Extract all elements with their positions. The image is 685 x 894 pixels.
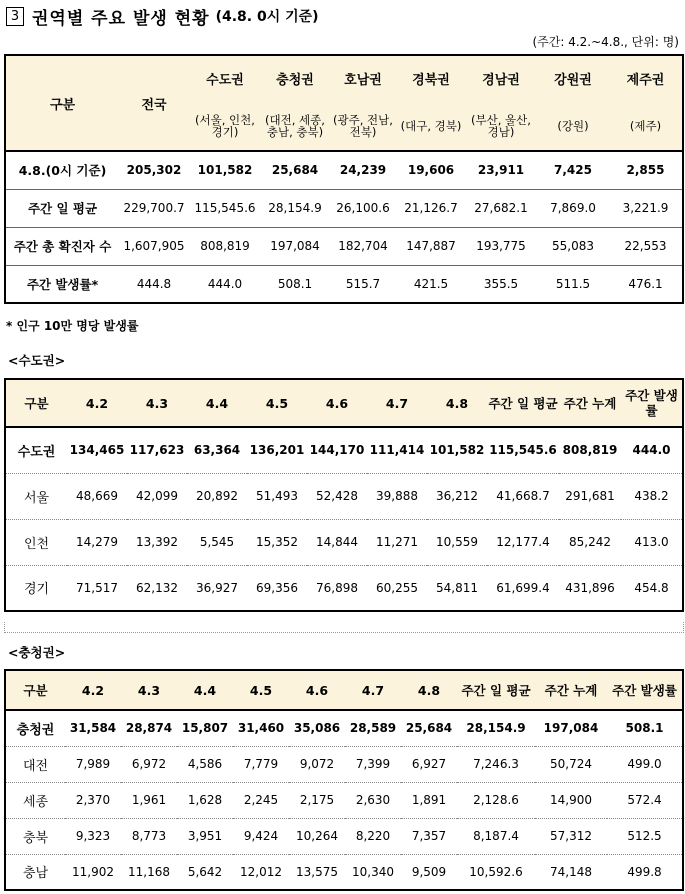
table-cell: 14,844 xyxy=(307,519,367,565)
table-cell: 147,887 xyxy=(397,227,465,265)
table-continuation-border xyxy=(4,622,684,633)
header-cell: 4.7 xyxy=(345,670,401,710)
table-cell: 115,545.6 xyxy=(189,189,261,227)
table-cell: 27,682.1 xyxy=(465,189,537,227)
table-cell: 508.1 xyxy=(261,265,329,303)
header-cell: 4.2 xyxy=(65,670,121,710)
header-cell: 4.8 xyxy=(427,379,487,427)
page-title xyxy=(6,4,319,28)
table-cell: 193,775 xyxy=(465,227,537,265)
table-cell: 6,972 xyxy=(121,746,177,782)
table-cell: 808,819 xyxy=(189,227,261,265)
table-cell: 197,084 xyxy=(261,227,329,265)
table-row xyxy=(5,746,683,782)
capital-area-table xyxy=(4,378,684,612)
table-cell: 2,370 xyxy=(65,782,121,818)
table-cell: 35,086 xyxy=(289,710,345,746)
table-cell: 14,279 xyxy=(67,519,127,565)
table-cell: 41,668.7 xyxy=(487,473,559,519)
table-cell: 808,819 xyxy=(559,427,621,473)
header-cell: 주간 일 평균 xyxy=(457,670,535,710)
table-cell: 499.8 xyxy=(607,854,683,890)
header-region-sub: (제주) xyxy=(629,118,662,133)
row-label: 주간 총 확진자 수 xyxy=(5,227,119,265)
row-label: 충청권 xyxy=(5,710,65,746)
section-heading-chungcheong: <충청권> xyxy=(8,645,66,660)
chungcheong-area-table xyxy=(4,669,684,891)
row-label: 경기 xyxy=(5,565,67,611)
table-cell: 61,699.4 xyxy=(487,565,559,611)
table-cell: 31,584 xyxy=(65,710,121,746)
table-cell: 229,700.7 xyxy=(119,189,189,227)
table-cell: 2,175 xyxy=(289,782,345,818)
header-region: 강원권 xyxy=(554,73,592,88)
table-cell: 12,012 xyxy=(233,854,289,890)
table-cell: 9,424 xyxy=(233,818,289,854)
table-row xyxy=(5,265,683,303)
table-cell: 1,628 xyxy=(177,782,233,818)
table-cell: 3,221.9 xyxy=(609,189,683,227)
row-label: 인천 xyxy=(5,519,67,565)
row-label: 주간 일 평균 xyxy=(5,189,119,227)
table-cell: 431,896 xyxy=(559,565,621,611)
table-cell: 63,364 xyxy=(187,427,247,473)
table-cell: 2,630 xyxy=(345,782,401,818)
header-cell: 4.5 xyxy=(247,379,307,427)
header-cell: 4.4 xyxy=(177,670,233,710)
header-corner: 구분 xyxy=(5,55,119,151)
table-cell: 8,773 xyxy=(121,818,177,854)
header-cell: 주간 발생률 xyxy=(607,670,683,710)
table-cell: 499.0 xyxy=(607,746,683,782)
table-cell: 36,212 xyxy=(427,473,487,519)
header-region: 경남권 xyxy=(482,73,520,88)
table-row xyxy=(5,519,683,565)
table-row xyxy=(5,710,683,746)
table-cell: 9,323 xyxy=(65,818,121,854)
table-cell: 1,607,905 xyxy=(119,227,189,265)
table-cell: 5,642 xyxy=(177,854,233,890)
header-region: 수도권 xyxy=(206,73,244,88)
table-row xyxy=(5,427,683,473)
header-region-sub: (대전, 세종, 충남, 충북) xyxy=(265,112,325,139)
table-cell: 136,201 xyxy=(247,427,307,473)
table-cell: 413.0 xyxy=(621,519,683,565)
table-row xyxy=(5,227,683,265)
table-cell: 8,187.4 xyxy=(457,818,535,854)
title-subtitle: (4.8. 0시 기준) xyxy=(215,9,319,25)
header-region: 경북권 xyxy=(412,73,450,88)
table-cell: 444.0 xyxy=(189,265,261,303)
table-cell: 26,100.6 xyxy=(329,189,397,227)
row-label: 대전 xyxy=(5,746,65,782)
header-cell: 주간 발생률 xyxy=(621,379,683,427)
header-cell: 주간 누계 xyxy=(535,670,607,710)
table-cell: 31,460 xyxy=(233,710,289,746)
table-cell: 28,589 xyxy=(345,710,401,746)
table-cell: 101,582 xyxy=(189,151,261,189)
table-cell: 62,132 xyxy=(127,565,187,611)
table-cell: 57,312 xyxy=(535,818,607,854)
table-cell: 15,352 xyxy=(247,519,307,565)
table-cell: 7,399 xyxy=(345,746,401,782)
table-cell: 15,807 xyxy=(177,710,233,746)
table-cell: 25,684 xyxy=(261,151,329,189)
header-region-sub: (서울, 인천, 경기) xyxy=(195,112,255,139)
table-cell: 2,855 xyxy=(609,151,683,189)
header-cell: 4.3 xyxy=(121,670,177,710)
section-number-box: 3 xyxy=(6,7,24,26)
table-cell: 476.1 xyxy=(609,265,683,303)
table-cell: 25,684 xyxy=(401,710,457,746)
table-cell: 2,245 xyxy=(233,782,289,818)
table-cell: 1,891 xyxy=(401,782,457,818)
table-cell: 7,425 xyxy=(537,151,609,189)
table-cell: 11,902 xyxy=(65,854,121,890)
row-label: 충남 xyxy=(5,854,65,890)
table-cell: 10,559 xyxy=(427,519,487,565)
table-row xyxy=(5,151,683,189)
table-cell: 7,989 xyxy=(65,746,121,782)
table-cell: 7,246.3 xyxy=(457,746,535,782)
table-cell: 454.8 xyxy=(621,565,683,611)
table-cell: 14,900 xyxy=(535,782,607,818)
table-cell: 8,220 xyxy=(345,818,401,854)
table-cell: 10,340 xyxy=(345,854,401,890)
table-row xyxy=(5,854,683,890)
header-region-sub: (강원) xyxy=(557,118,589,133)
table-cell: 42,099 xyxy=(127,473,187,519)
table-row xyxy=(5,189,683,227)
table-cell: 48,669 xyxy=(67,473,127,519)
table-cell: 515.7 xyxy=(329,265,397,303)
header-cell: 4.6 xyxy=(289,670,345,710)
header-cell: 주간 일 평균 xyxy=(487,379,559,427)
header-region-sub: (부산, 울산, 경남) xyxy=(471,112,531,139)
table-cell: 1,961 xyxy=(121,782,177,818)
header-region: 제주권 xyxy=(626,73,665,88)
header-cell: 구분 xyxy=(5,670,65,710)
table-cell: 144,170 xyxy=(307,427,367,473)
table-row xyxy=(5,473,683,519)
table-cell: 69,356 xyxy=(247,565,307,611)
table-cell: 28,154.9 xyxy=(457,710,535,746)
section-heading-capital: <수도권> xyxy=(8,353,66,368)
header-region-sub: (대구, 경북) xyxy=(400,118,462,133)
table-cell: 13,392 xyxy=(127,519,187,565)
table-cell: 20,892 xyxy=(187,473,247,519)
table-cell: 54,811 xyxy=(427,565,487,611)
header-cell: 4.6 xyxy=(307,379,367,427)
header-cell: 4.8 xyxy=(401,670,457,710)
table-cell: 19,606 xyxy=(397,151,465,189)
table-cell: 7,357 xyxy=(401,818,457,854)
table-cell: 572.4 xyxy=(607,782,683,818)
table-cell: 2,128.6 xyxy=(457,782,535,818)
table-cell: 444.8 xyxy=(119,265,189,303)
table-cell: 21,126.7 xyxy=(397,189,465,227)
period-unit-note: (주간: 4.2.~4.8., 단위: 명) xyxy=(532,35,679,49)
header-national: 전국 xyxy=(119,55,189,151)
table-cell: 115,545.6 xyxy=(487,427,559,473)
row-label: 4.8.(0시 기준) xyxy=(5,151,119,189)
table-cell: 205,302 xyxy=(119,151,189,189)
table-cell: 3,951 xyxy=(177,818,233,854)
table-cell: 101,582 xyxy=(427,427,487,473)
table-cell: 76,898 xyxy=(307,565,367,611)
table-cell: 6,927 xyxy=(401,746,457,782)
header-cell: 4.4 xyxy=(187,379,247,427)
row-label: 주간 발생률* xyxy=(5,265,119,303)
table-row xyxy=(5,782,683,818)
table-cell: 421.5 xyxy=(397,265,465,303)
table-cell: 36,927 xyxy=(187,565,247,611)
table-cell: 4,586 xyxy=(177,746,233,782)
table-cell: 55,083 xyxy=(537,227,609,265)
table-cell: 11,271 xyxy=(367,519,427,565)
table-cell: 28,154.9 xyxy=(261,189,329,227)
table-cell: 7,869.0 xyxy=(537,189,609,227)
table-cell: 5,545 xyxy=(187,519,247,565)
table-cell: 85,242 xyxy=(559,519,621,565)
header-cell: 4.2 xyxy=(67,379,127,427)
table-cell: 11,168 xyxy=(121,854,177,890)
table-cell: 74,148 xyxy=(535,854,607,890)
table-cell: 512.5 xyxy=(607,818,683,854)
table-cell: 39,888 xyxy=(367,473,427,519)
title-text: 권역별 주요 발생 현황 xyxy=(32,8,210,29)
table-cell: 197,084 xyxy=(535,710,607,746)
row-label: 충북 xyxy=(5,818,65,854)
header-region-sub: (광주, 전남, 전북) xyxy=(333,112,393,139)
table-cell: 23,911 xyxy=(465,151,537,189)
table-cell: 438.2 xyxy=(621,473,683,519)
header-cell: 주간 누계 xyxy=(559,379,621,427)
table-cell: 291,681 xyxy=(559,473,621,519)
table-cell: 13,575 xyxy=(289,854,345,890)
table-cell: 10,264 xyxy=(289,818,345,854)
table-row xyxy=(5,818,683,854)
table-row xyxy=(5,565,683,611)
table-cell: 28,874 xyxy=(121,710,177,746)
header-region: 충청권 xyxy=(276,73,314,88)
table-cell: 117,623 xyxy=(127,427,187,473)
footnote: * 인구 10만 명당 발생률 xyxy=(6,319,139,333)
header-cell: 구분 xyxy=(5,379,67,427)
regional-summary-table xyxy=(4,54,684,304)
table-cell: 511.5 xyxy=(537,265,609,303)
table-cell: 9,509 xyxy=(401,854,457,890)
table-cell: 10,592.6 xyxy=(457,854,535,890)
table-cell: 182,704 xyxy=(329,227,397,265)
table-cell: 134,465 xyxy=(67,427,127,473)
table-cell: 12,177.4 xyxy=(487,519,559,565)
header-cell: 4.5 xyxy=(233,670,289,710)
header-region: 호남권 xyxy=(344,73,382,88)
table-cell: 111,414 xyxy=(367,427,427,473)
table-cell: 24,239 xyxy=(329,151,397,189)
table-cell: 60,255 xyxy=(367,565,427,611)
table-cell: 50,724 xyxy=(535,746,607,782)
table-cell: 7,779 xyxy=(233,746,289,782)
table-cell: 51,493 xyxy=(247,473,307,519)
table-cell: 444.0 xyxy=(621,427,683,473)
table-cell: 52,428 xyxy=(307,473,367,519)
table-cell: 9,072 xyxy=(289,746,345,782)
header-cell: 4.3 xyxy=(127,379,187,427)
table-cell: 508.1 xyxy=(607,710,683,746)
table-cell: 355.5 xyxy=(465,265,537,303)
row-label: 서울 xyxy=(5,473,67,519)
row-label: 세종 xyxy=(5,782,65,818)
table-cell: 71,517 xyxy=(67,565,127,611)
row-label: 수도권 xyxy=(5,427,67,473)
table-cell: 22,553 xyxy=(609,227,683,265)
header-cell: 4.7 xyxy=(367,379,427,427)
